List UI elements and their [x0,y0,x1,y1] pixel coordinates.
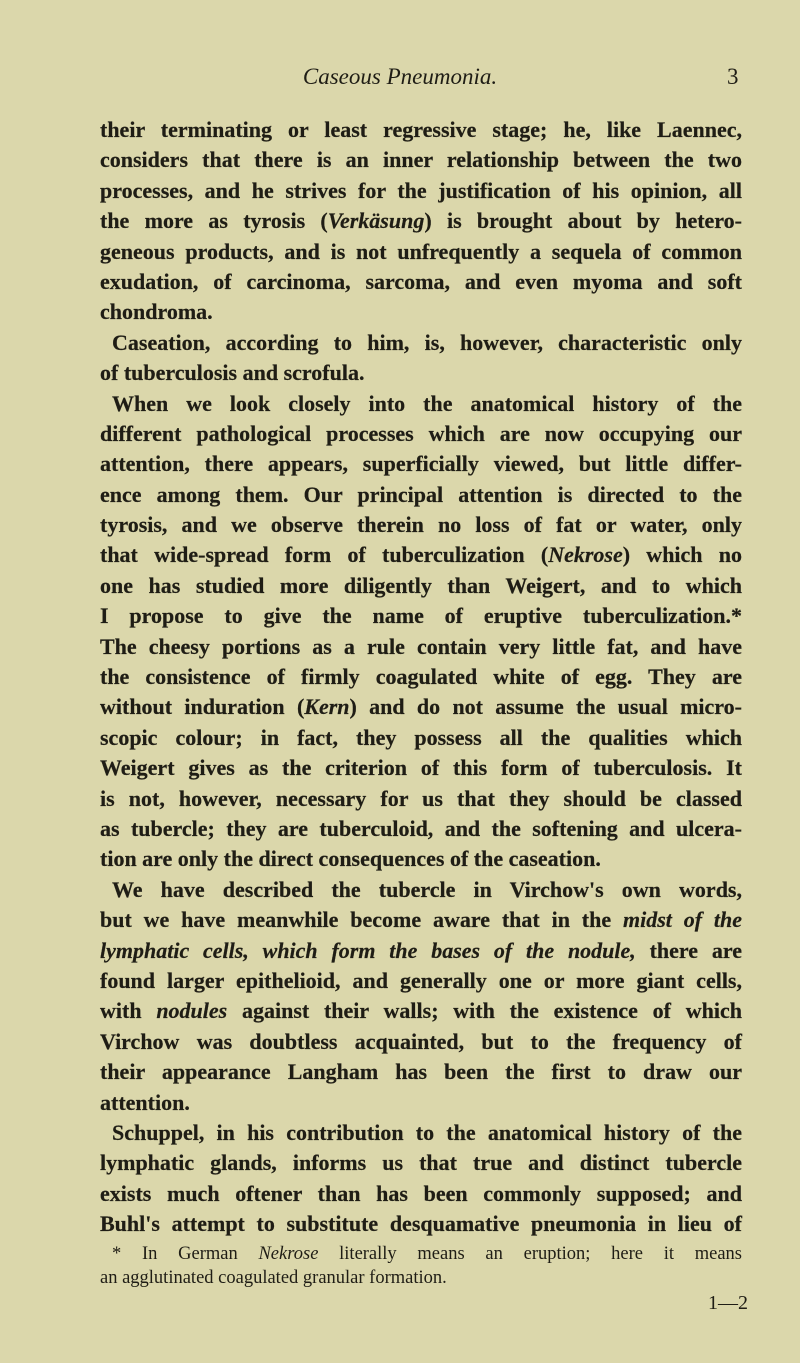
text-run: the consistence of firmly coagulated white of egg. They are [100,664,742,690]
text-line [100,510,742,540]
italic-text: Nekrose [548,542,623,568]
italic-text: nodules [156,998,228,1024]
text-line [100,996,742,1026]
footnote-line [100,1242,742,1266]
text-line [100,1179,742,1209]
text-run: there are [635,937,742,963]
text-line [100,115,742,145]
text-line [100,1027,742,1057]
text-run: against their walls; with the existence of which [227,998,742,1024]
text-line [100,1057,742,1087]
text-line [100,1118,742,1148]
text-run: without induration ( [100,694,305,720]
text-run: considers that there is an inner relationship between the two [100,147,742,173]
text-run: with [100,998,157,1024]
running-header [0,62,800,96]
text-run: literally means an eruption; here it means [318,1244,743,1264]
text-line [100,358,742,388]
text-run: different pathological processes which are now occupying our [100,420,742,446]
running-title: Caseous Pneumonia. [302,64,498,89]
text-run: attention, there appears, superficially viewed, but little differ- [100,451,742,477]
text-run: ) which no [622,542,743,568]
text-run: that wide-spread form of tuberculization ( [100,542,549,568]
text-run: ) and do not assume the usual micro- [349,694,742,720]
footnote [100,1242,742,1290]
text-run: tion are only the direct consequences of the caseation. [100,846,601,872]
text-line [100,449,742,479]
text-run: scopic colour; in fact, they possess all the qualities which [100,724,742,750]
text-line [100,692,742,722]
text-run: of tuberculosis and scrofula. [100,360,365,386]
text-line [100,267,742,297]
text-line [100,1209,742,1239]
text-line [100,632,742,662]
italic-text: Nekrose [258,1244,319,1264]
text-line [100,328,742,358]
text-run: but we have meanwhile become aware that in the [100,907,623,933]
text-run: * In German [112,1244,259,1264]
text-run: geneous products, and is not unfrequently a sequela of common [100,238,742,264]
text-line [100,389,742,419]
text-line [100,814,742,844]
text-line [100,844,742,874]
text-run: as tubercle; they are tuberculoid, and the softening and ulcera- [100,815,742,841]
text-line [100,176,742,206]
text-line [100,723,742,753]
italic-text: Verkäsung [327,208,425,234]
text-run: The cheesy portions as a rule contain very little fat, and have [100,633,742,659]
text-line [100,206,742,236]
text-line [100,936,742,966]
text-run: lymphatic glands, informs us that true and distinct tubercle [100,1150,742,1176]
text-line [100,875,742,905]
text-line [100,145,742,175]
text-line [100,480,742,510]
body-text [100,115,742,1239]
text-run: the more as tyrosis ( [100,208,328,234]
text-run: We have described the tubercle in Virchow's own words, [112,876,742,902]
text-run: an agglutinated coagulated granular formation. [100,1268,447,1288]
text-run: ) is brought about by hetero- [424,208,742,234]
text-run: processes, and he strives for the justification of his opinion, all [100,177,742,203]
text-line [100,419,742,449]
text-run: chondroma. [100,299,213,325]
text-line [100,662,742,692]
footnote-line [100,1266,742,1290]
page-number: 3 [727,64,739,89]
text-line [100,1088,742,1118]
text-line [100,540,742,570]
text-run: Caseation, according to him, is, however, characteristic only [112,329,742,355]
text-line [100,966,742,996]
text-run: is not, however, necessary for us that they should be classed [100,785,742,811]
text-run: Buhl's attempt to substitute desquamative pneumonia in lieu of [100,1211,742,1237]
italic-text: lymphatic cells, which form the bases of the nodule, [100,937,636,963]
text-line [100,905,742,935]
italic-text: Kern [304,694,350,720]
text-line [100,237,742,267]
text-run: Schuppel, in his contribution to the anatomical history of the [112,1119,742,1145]
text-line [100,571,742,601]
text-run: their terminating or least regressive stage; he, like Laennec, [100,117,742,142]
signature-mark: 1—2 [708,1292,748,1314]
text-run: Virchow was doubtless acquainted, but to the frequency of [100,1028,742,1054]
text-run: attention. [100,1089,190,1115]
text-line [100,753,742,783]
text-run: their appearance Langham has been the first to draw our [100,1059,742,1085]
text-run: one has studied more diligently than Weigert, and to which [100,572,742,598]
text-run: Weigert gives as the criterion of this form of tuberculosis. It [100,755,742,781]
text-run: When we look closely into the anatomical history of the [112,390,742,416]
text-run: ence among them. Our principal attention is directed to the [100,481,742,507]
italic-text: midst of the [622,907,743,933]
text-line [100,1148,742,1178]
text-line [100,297,742,327]
text-line [100,784,742,814]
text-run: exudation, of carcinoma, sarcoma, and even myoma and soft [100,268,742,294]
text-line [100,601,742,631]
text-run: I propose to give the name of eruptive tuberculization.* [100,603,742,629]
text-run: tyrosis, and we observe therein no loss of fat or water, only [100,512,742,538]
text-run: exists much oftener than has been commonly supposed; and [100,1180,742,1206]
text-run: found larger epithelioid, and generally one or more giant cells, [100,967,742,993]
